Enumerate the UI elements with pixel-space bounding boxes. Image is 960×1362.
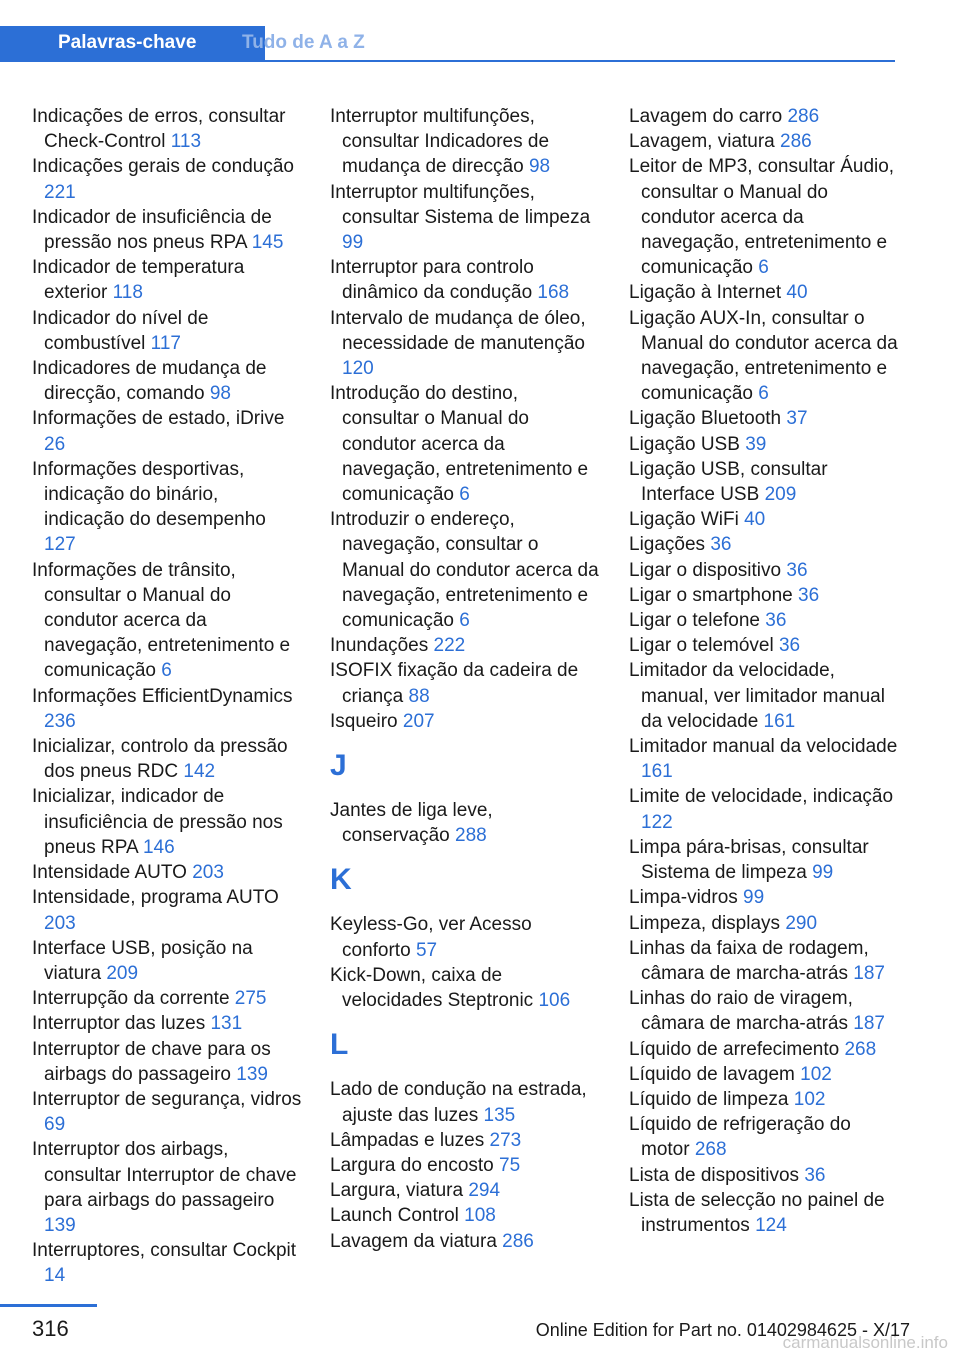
index-entry-text: Interruptor multifunções, consultar Indicadores de mudança de direcção <box>330 106 550 178</box>
index-entry <box>330 381 600 507</box>
index-entry <box>629 986 899 1036</box>
index-page-link[interactable]: 203 <box>44 912 76 934</box>
index-entry-text: Indicações gerais de condução <box>32 156 294 178</box>
index-entry <box>32 936 302 986</box>
index-entry-text: Informações desportivas, indicação do binário, indicação do desempenho <box>32 458 266 531</box>
index-entry-text: Ligação Bluetooth <box>629 408 782 430</box>
index-page-link[interactable]: 127 <box>44 534 76 556</box>
index-entry <box>330 255 600 305</box>
index-entry <box>629 1112 899 1162</box>
index-entry-text: Ligação USB <box>629 433 740 455</box>
index-entry-text: Lâmpadas e luzes <box>330 1129 485 1151</box>
index-entry <box>629 1087 899 1112</box>
index-entry <box>629 911 899 936</box>
index-page-link[interactable]: 146 <box>142 836 175 858</box>
index-page-link[interactable]: 36 <box>804 1164 826 1186</box>
index-entry-text: Limpeza, displays <box>629 912 781 934</box>
index-entry-text: Interruptor dos airbags, consultar Interruptor de chave para airbags do passageiro <box>32 1139 297 1211</box>
index-entry-text: Linhas do raio de viragem, câmara de marcha-atrás <box>629 988 853 1035</box>
index-page-link[interactable]: 236 <box>44 710 76 732</box>
index-page-link[interactable]: 88 <box>408 685 430 707</box>
index-entry <box>330 306 600 382</box>
index-page-link[interactable]: 113 <box>170 131 202 153</box>
index-entry-text: Introdução do destino, consultar o Manual do condutor acerca da navegação, entretenimento e comunicação <box>330 383 589 506</box>
index-entry-text: Limite de velocidade, indicação <box>629 786 894 808</box>
index-entry-text: ISOFIX fixação da cadeira de criança <box>330 660 579 707</box>
index-entry-text: Ligação à Internet <box>629 282 782 304</box>
index-entry <box>32 860 302 885</box>
index-page-link[interactable]: 139 <box>44 1214 76 1236</box>
index-entry-text: Indicador de temperatura exterior <box>32 257 245 304</box>
index-entry <box>330 709 600 734</box>
index-entry <box>32 1011 302 1036</box>
index-page-link[interactable]: 37 <box>786 408 808 430</box>
index-entry-text: Lavagem do carro <box>629 106 783 127</box>
index-entry <box>629 835 899 885</box>
index-entry-text: Launch Control <box>330 1205 459 1227</box>
index-entry-text: Lavagem da viatura <box>330 1230 497 1252</box>
index-page-link[interactable]: 273 <box>489 1129 522 1151</box>
page-number: 316 <box>32 1316 69 1341</box>
index-entry <box>32 154 302 204</box>
index-letter-heading: L <box>330 1028 349 1062</box>
index-page-link[interactable]: 120 <box>342 358 374 380</box>
index-page-link[interactable]: 6 <box>758 257 769 279</box>
index-entry <box>629 734 899 784</box>
index-page-link[interactable]: 6 <box>459 484 470 506</box>
index-entry-text: Lavagem, viatura <box>629 131 775 153</box>
index-entry-text: Lado de condução na estrada, ajuste das luzes <box>330 1079 587 1126</box>
index-page-link[interactable]: 99 <box>342 232 364 254</box>
index-entry-text: Intervalo de mudança de óleo, necessidade de manutenção <box>330 307 586 354</box>
index-entry <box>629 1188 899 1238</box>
index-entry-text: Interface USB, posição na viatura <box>32 937 253 984</box>
index-entry-text: Introduzir o endereço, navegação, consultar o Manual do condutor acerca da navegação, entretenimento e comunicação <box>330 509 599 632</box>
index-page-link[interactable]: 14 <box>44 1265 66 1287</box>
index-entry-text: Indicador de insuficiência de pressão nos pneus RPA <box>32 206 272 254</box>
index-entry <box>330 658 600 708</box>
header-tabs <box>0 26 895 62</box>
index-entry-text: Informações EfficientDynamics <box>32 685 293 707</box>
index-entry <box>629 1163 899 1188</box>
index-column-3 <box>629 104 899 1238</box>
index-entry-text: Líquido de arrefecimento <box>629 1038 840 1060</box>
index-entry-text: Ligar o telemóvel <box>629 635 774 657</box>
index-page-link[interactable]: 168 <box>537 282 570 304</box>
index-entry-text: Inundações <box>330 635 429 657</box>
index-entry <box>32 1087 302 1137</box>
index-page-link[interactable]: 40 <box>744 509 766 531</box>
index-entry-text: Inicializar, controlo da pressão dos pneus RDC <box>32 736 288 783</box>
index-page-link[interactable]: 145 <box>251 232 284 254</box>
index-entry <box>32 734 302 784</box>
index-entry <box>330 633 600 658</box>
index-entry-text: Isqueiro <box>330 710 398 732</box>
index-entry <box>629 558 899 583</box>
index-entry <box>330 1178 600 1203</box>
index-page-link[interactable]: 102 <box>800 1063 832 1085</box>
index-entry-text: Líquido de limpeza <box>629 1088 789 1110</box>
index-entry-text: Linhas da faixa de rodagem, câmara de marcha-atrás <box>629 937 869 984</box>
index-entry <box>330 1077 600 1127</box>
index-entry-text: Lista de selecção no painel de instrumentos <box>629 1189 885 1236</box>
index-entry-text: Informações de trânsito, consultar o Manual do condutor acerca da navegação, entretenimento e comunicação <box>32 559 291 682</box>
index-page-link[interactable]: 286 <box>780 131 812 153</box>
index-entry <box>330 798 600 848</box>
index-page-link[interactable]: 187 <box>853 962 885 984</box>
index-page-link[interactable]: 209 <box>764 484 797 506</box>
index-entry-text: Largura, viatura <box>330 1180 464 1202</box>
index-page-link[interactable]: 221 <box>44 181 76 203</box>
index-entry <box>629 432 899 457</box>
index-entry-text: Interruptores, consultar Cockpit <box>32 1240 297 1262</box>
index-entry-text: Limitador da velocidade, manual, ver limitador manual da velocidade <box>629 660 885 732</box>
index-page-link[interactable]: 98 <box>528 156 551 178</box>
edition-note: Online Edition for Part no. 01402984625 - X/17 <box>535 1320 910 1340</box>
index-entry-text: Kick-Down, caixa de velocidades Steptronic <box>330 964 534 1012</box>
index-page-link[interactable]: 268 <box>694 1139 727 1161</box>
index-entry-text: Intensidade AUTO <box>32 862 187 884</box>
index-page-link[interactable]: 36 <box>798 584 820 606</box>
index-entry-text: Indicadores de mudança de direcção, comando <box>32 358 267 405</box>
index-page-link[interactable]: 75 <box>499 1154 521 1176</box>
tab-a-to-z[interactable]: Tudo de A a Z <box>242 32 365 53</box>
index-page-link[interactable]: 142 <box>183 761 216 783</box>
index-entry <box>330 1229 600 1254</box>
index-entry <box>32 1238 302 1288</box>
index-entry-text: Interruptor de segurança, vidros <box>32 1088 302 1110</box>
index-entry-text: Indicador do nível de combustível <box>32 307 209 354</box>
index-entry-text: Líquido de refrigeração do motor <box>629 1114 851 1161</box>
index-page-link[interactable]: 98 <box>209 383 231 405</box>
index-page-link[interactable]: 36 <box>778 635 801 657</box>
index-entry-text: Keyless-Go, ver Acesso conforto <box>330 914 532 961</box>
index-entry <box>32 406 302 456</box>
index-entry-text: Ligação USB, consultar Interface USB <box>629 458 828 506</box>
index-entry-text: Lista de dispositivos <box>629 1164 800 1186</box>
index-page-link[interactable]: 108 <box>464 1205 496 1227</box>
index-entry <box>330 1203 600 1228</box>
index-page-link[interactable]: 135 <box>483 1104 516 1126</box>
index-page-link[interactable]: 26 <box>44 433 66 455</box>
index-entry <box>330 1128 600 1153</box>
index-entry-text: Largura do encosto <box>330 1154 494 1176</box>
index-entry <box>629 633 899 658</box>
index-entry-text: Indicações de erros, consultar Check-Control <box>32 106 286 153</box>
index-page-link[interactable]: 39 <box>745 433 767 455</box>
index-entry <box>32 1037 302 1087</box>
index-page-link[interactable]: 6 <box>161 660 172 682</box>
index-entry-text: Ligar o dispositivo <box>629 559 782 581</box>
index-entry <box>330 1153 600 1178</box>
index-entry <box>629 658 899 734</box>
index-entry <box>629 885 899 910</box>
index-entry-text: Inicializar, indicador de insuficiência de pressão nos pneus RPA <box>32 786 283 858</box>
index-entry <box>32 205 302 255</box>
index-entry <box>330 180 600 256</box>
index-page-link[interactable]: 286 <box>502 1230 534 1252</box>
index-page-link[interactable]: 275 <box>234 988 267 1010</box>
index-page-link[interactable]: 102 <box>793 1088 826 1110</box>
index-page-link[interactable]: 106 <box>538 990 571 1012</box>
index-entry <box>32 885 302 935</box>
header-rule <box>0 60 895 62</box>
index-entry <box>629 1062 899 1087</box>
index-entry <box>32 784 302 860</box>
index-page-link[interactable]: 222 <box>433 635 466 657</box>
index-page-link[interactable]: 209 <box>106 962 139 984</box>
index-letter-heading: K <box>330 863 352 897</box>
index-entry <box>32 1137 302 1238</box>
index-entry <box>629 280 899 305</box>
index-entry-text: Limpa pára-brisas, consultar Sistema de limpeza <box>629 836 869 884</box>
index-entry <box>330 507 600 633</box>
index-entry <box>629 104 899 129</box>
index-page-link[interactable]: 122 <box>641 811 673 833</box>
index-page-link[interactable]: 207 <box>402 710 435 732</box>
tab-keywords[interactable]: Palavras-chave <box>0 26 265 60</box>
index-entry <box>629 1037 899 1062</box>
index-column-1 <box>32 104 302 1289</box>
index-entry-text: Ligação WiFi <box>629 509 739 531</box>
index-entry-text: Jantes de liga leve, conservação <box>330 800 493 847</box>
index-entry <box>330 104 600 180</box>
index-entry <box>629 406 899 431</box>
index-page-link[interactable]: 294 <box>468 1180 501 1202</box>
index-page-link[interactable]: 131 <box>210 1013 243 1035</box>
index-page-link[interactable]: 40 <box>786 282 808 304</box>
index-entry <box>32 104 302 154</box>
index-page-link[interactable]: 161 <box>641 761 673 783</box>
index-page-link[interactable]: 6 <box>758 383 769 405</box>
index-page-link[interactable]: 36 <box>786 559 808 581</box>
index-page-link[interactable]: 69 <box>44 1114 66 1136</box>
index-entry-text: Informações de estado, iDrive <box>32 408 285 430</box>
index-page-link[interactable]: 286 <box>787 106 820 127</box>
index-page-link[interactable]: 118 <box>112 282 143 304</box>
index-page-link[interactable]: 6 <box>459 610 470 632</box>
index-entry <box>330 912 600 962</box>
index-page-link[interactable]: 161 <box>763 710 796 732</box>
index-page-link[interactable]: 203 <box>192 862 224 884</box>
index-page-link[interactable]: 187 <box>853 1013 885 1035</box>
index-entry-text: Ligar o smartphone <box>629 584 793 606</box>
index-entry <box>629 507 899 532</box>
index-entry-text: Limitador manual da velocidade <box>629 736 898 758</box>
index-entry <box>629 532 899 557</box>
index-entry <box>629 129 899 154</box>
index-page-link[interactable]: 36 <box>765 610 787 632</box>
index-entry <box>629 936 899 986</box>
index-entry-text: Leitor de MP3, consultar Áudio, consultar o Manual do condutor acerca da navegação, entretenimento e comunicação <box>629 156 895 279</box>
index-entry <box>629 608 899 633</box>
index-entry <box>629 457 899 507</box>
index-entry-text: Ligações <box>629 534 706 556</box>
index-page-link[interactable]: 124 <box>755 1214 787 1236</box>
index-entry <box>32 558 302 684</box>
index-entry-text: Líquido de lavagem <box>629 1063 795 1085</box>
index-entry-text: Interruptor das luzes <box>32 1013 206 1035</box>
index-entry-text: Interruptor para controlo dinâmico da condução <box>330 257 534 304</box>
index-entry-text: Interruptor multifunções, consultar Sistema de limpeza <box>330 181 591 228</box>
index-page-link[interactable]: 139 <box>236 1063 268 1085</box>
index-page-link[interactable]: 99 <box>812 862 834 884</box>
index-page-link[interactable]: 99 <box>743 887 765 909</box>
index-entry <box>32 457 302 558</box>
index-entry <box>330 963 600 1013</box>
index-entry <box>629 784 899 834</box>
index-entry <box>629 154 899 280</box>
index-letter-heading: J <box>330 749 347 783</box>
index-entry-text: Interruptor de chave para os airbags do passageiro <box>32 1038 271 1085</box>
index-entry-text: Ligar o telefone <box>629 610 760 632</box>
index-page-link[interactable]: 290 <box>785 912 818 934</box>
index-entry-text: Interrupção da corrente <box>32 988 230 1010</box>
index-page-link[interactable]: 288 <box>455 825 487 847</box>
index-entry <box>32 306 302 356</box>
index-page-link[interactable]: 117 <box>150 332 181 354</box>
index-page-link[interactable]: 57 <box>415 939 438 961</box>
index-page-link[interactable]: 268 <box>844 1038 877 1060</box>
index-column-2 <box>330 104 600 1254</box>
index-entry <box>629 583 899 608</box>
index-entry-text: Ligação AUX-In, consultar o Manual do condutor acerca da navegação, entretenimento e comunicação <box>629 307 898 405</box>
index-entry <box>32 356 302 406</box>
index-entry <box>32 986 302 1011</box>
index-entry <box>32 255 302 305</box>
index-entry-text: Intensidade, programa AUTO <box>32 887 279 909</box>
index-entry <box>629 306 899 407</box>
index-page-link[interactable]: 36 <box>710 534 732 556</box>
watermark: carmanualsonline.info <box>782 1333 948 1352</box>
footer-accent-bar <box>0 1304 97 1307</box>
index-entry <box>32 684 302 734</box>
index-entry-text: Limpa-vidros <box>629 887 738 909</box>
